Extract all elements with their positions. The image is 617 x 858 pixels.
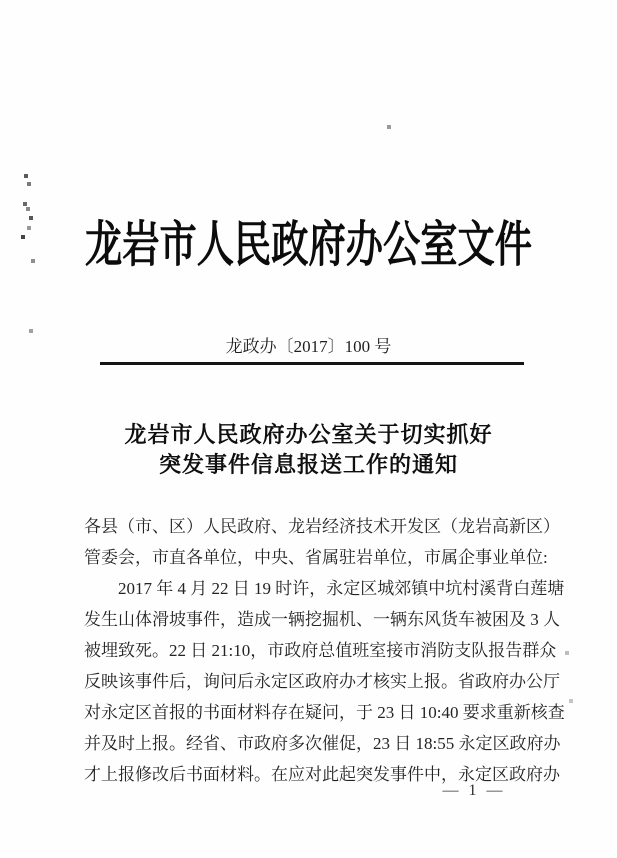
body-line-6: 反映该事件后，询问后永定区政府办才核实上报。省政府办公厅	[84, 672, 560, 691]
doc-title	[0, 420, 617, 480]
body-line-9: 才上报修改后书面材料。在应对此起突发事件中，永定区政府办	[84, 765, 560, 784]
header-rule	[100, 362, 524, 365]
doc-title-line2: 突发事件信息报送工作的通知	[158, 452, 458, 477]
doc-title-line1: 龙岩市人民政府办公室关于切实抓好	[124, 422, 493, 447]
body-line-4: 发生山体滑坡事件，造成一辆挖掘机、一辆东风货车被困及 3 人	[84, 610, 560, 629]
scan-noise-specks	[0, 0, 2, 2]
body-line-3: 2017 年 4 月 22 日 19 时许，永定区城郊镇中坑村溪背白莲塘	[118, 579, 565, 598]
doc-number: 龙政办〔2017〕100 号	[225, 337, 392, 356]
body-line-1: 各县（市、区）人民政府、龙岩经济技术开发区（龙岩高新区）	[84, 517, 560, 536]
body-line-7: 对永定区首报的书面材料存在疑问，于 23 日 10:40 要求重新核查	[84, 703, 565, 722]
page-number: — 1 —	[442, 782, 506, 799]
org-header: 龙岩市人民政府办公室文件	[85, 217, 532, 272]
body-line-5: 被埋致死。22 日 21:10，市政府总值班室接市消防支队报告群众	[84, 641, 557, 660]
body-line-8: 并及时上报。经省、市政府多次催促，23 日 18:55 永定区政府办	[84, 734, 561, 753]
body-text	[84, 511, 565, 790]
body-line-2: 管委会，市直各单位，中央、省属驻岩单位，市属企事业单位:	[84, 548, 548, 567]
